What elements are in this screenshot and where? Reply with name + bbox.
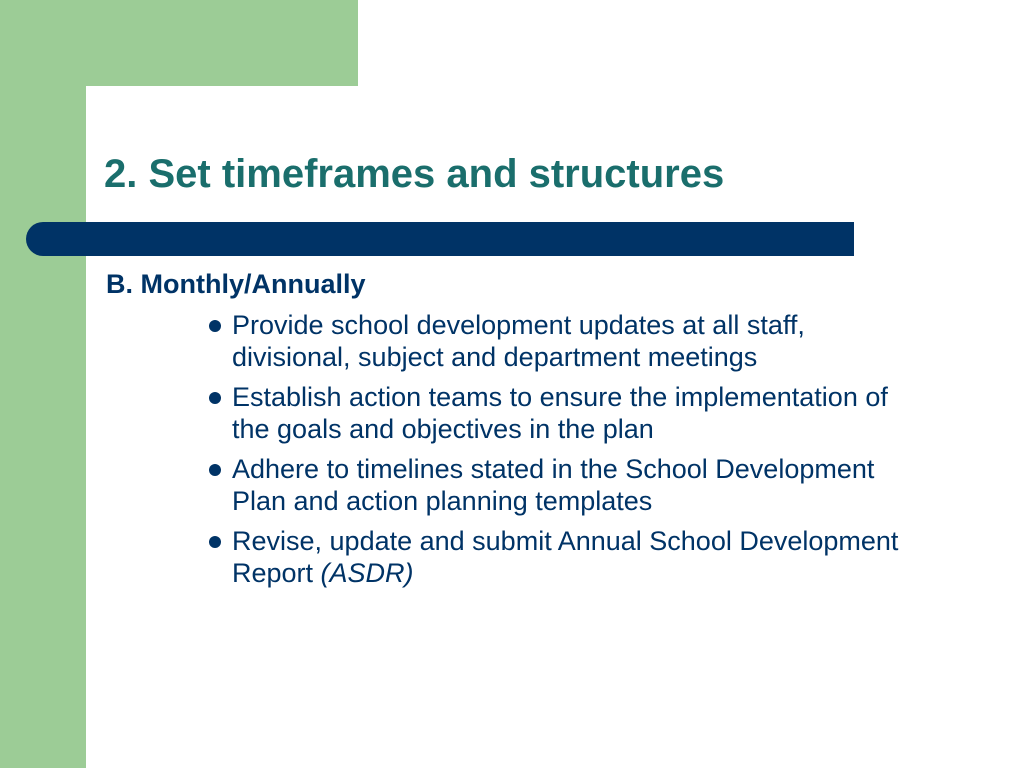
bullet-item [206, 525, 926, 589]
bullet-dot-icon [209, 536, 221, 548]
bullet-item [206, 309, 926, 373]
left-green-strip [0, 0, 86, 768]
bullet-text: Establish action teams to ensure the implementation of the goals and objectives in the plan [232, 382, 888, 444]
section-subheading: B. Monthly/Annually [106, 269, 366, 299]
top-green-band [0, 0, 358, 86]
slide-title: 2. Set timeframes and structures [104, 152, 725, 196]
bullet-text: Revise, update and submit Annual School Development Report [232, 526, 899, 588]
bullet-dot-icon [209, 320, 221, 332]
bullet-item [206, 453, 926, 517]
bullet-dot-icon [209, 464, 221, 476]
bullet-text: Adhere to timelines stated in the School Development Plan and action planning templates [232, 454, 875, 516]
title-underline-bar [26, 222, 854, 256]
bullet-italic-acronym: (ASDR) [320, 558, 414, 588]
bullet-dot-icon [209, 392, 221, 404]
bullet-list [206, 309, 926, 597]
bullet-item [206, 381, 926, 445]
bullet-text: Provide school development updates at all staff, divisional, subject and department meetings [232, 310, 805, 372]
